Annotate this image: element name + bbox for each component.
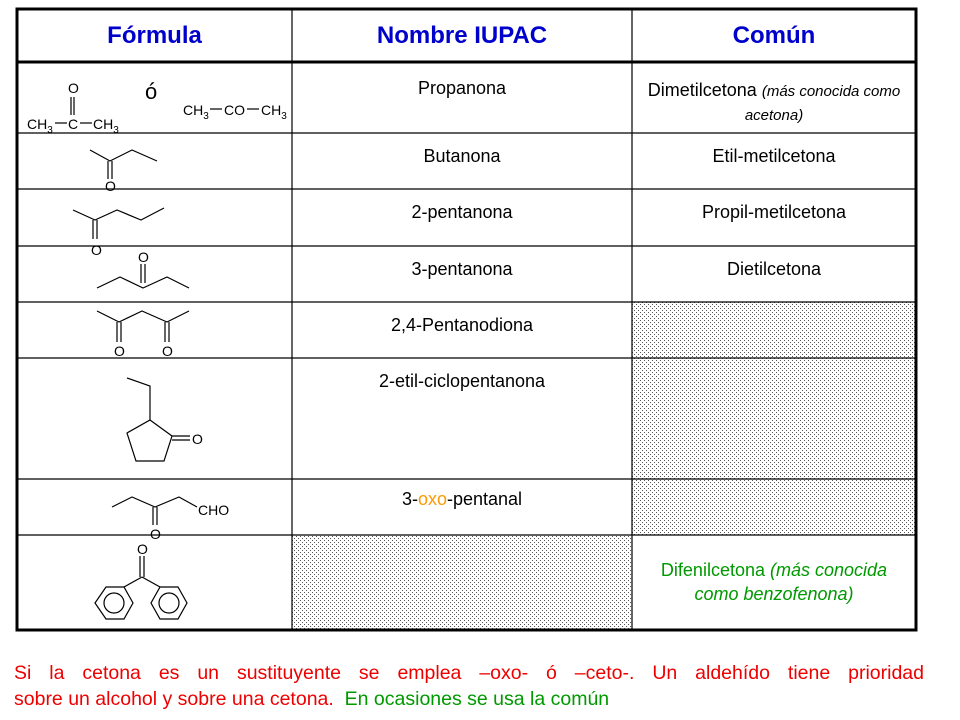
svg-text:CH3: $CH_3$ <box>27 116 53 136</box>
iupac-3-pentanona: 3-pentanona <box>411 258 513 279</box>
svg-text:C: C <box>68 116 79 132</box>
svg-text:CHO: CHO <box>198 502 230 518</box>
formula-oxopentanal <box>17 479 292 542</box>
common-acetona <box>640 74 908 130</box>
shaded-cell <box>632 302 916 358</box>
header-iupac: Nombre IUPAC <box>376 21 548 49</box>
common-2-pentanona: Propil-metilcetona <box>701 201 847 222</box>
svg-text:O: O <box>150 526 161 542</box>
svg-text:O: O <box>91 242 102 258</box>
svg-text:O: O <box>114 343 125 359</box>
formula-ethylcyclopentanone <box>17 358 292 479</box>
shaded-cell <box>632 479 916 535</box>
iupac-2-pentanona: 2-pentanona <box>411 201 513 222</box>
shaded-cell <box>292 535 632 630</box>
svg-text:O: O <box>162 343 173 359</box>
iupac-oxopentanal: 3- oxo -pentanal <box>292 479 632 519</box>
common-note: (más conocida como acetona) <box>744 82 901 124</box>
common-butanona: Etil-metilcetona <box>712 145 836 166</box>
iupac-etil-ciclopentanona: 2-etil-ciclopentanona <box>378 370 546 391</box>
oxo-highlight: oxo <box>417 488 447 509</box>
footnote-line-2: sobre un alcohol y sobre una cetona. En ocasiones se usa la común <box>14 688 610 710</box>
svg-text:CH3: $CH_3$ <box>183 102 209 122</box>
common-benzofenona: Difenilcetona (más conocida como benzofenona) <box>660 559 888 604</box>
header-formula: Fórmula <box>107 21 202 49</box>
iupac-propanona: Propanona <box>417 77 507 98</box>
footnote-line-1: Si la cetona es un sustituyente se emplea –oxo- ó –ceto-. Un aldehído tiene prioridad <box>14 662 924 684</box>
iupac-pentanodiona: 2,4-Pentanodiona <box>390 314 534 335</box>
formula-pentanedione <box>17 302 292 358</box>
or-label: ó <box>145 79 158 104</box>
formula-benzophenone <box>17 535 292 630</box>
formula-2-pentanone <box>17 189 292 258</box>
svg-text:CH3: $CH_3$ <box>261 102 287 122</box>
svg-text:O: O <box>192 431 203 447</box>
formula-acetone <box>17 63 292 136</box>
oxygen-label: O <box>68 80 79 96</box>
header-common: Común <box>732 21 816 49</box>
svg-text:CH3: $CH_3$ <box>93 116 119 136</box>
svg-text:O: O <box>138 249 149 265</box>
svg-text:O: O <box>105 178 116 194</box>
formula-3-pentanone <box>17 246 292 302</box>
svg-text:O: O <box>137 541 148 557</box>
shaded-cell <box>632 358 916 479</box>
common-main: Dimetilcetona <box>647 79 757 100</box>
common-3-pentanona: Dietilcetona <box>726 258 822 279</box>
svg-text:CO: CO <box>224 102 245 118</box>
formula-butanone <box>17 133 292 194</box>
iupac-butanona: Butanona <box>423 145 501 166</box>
